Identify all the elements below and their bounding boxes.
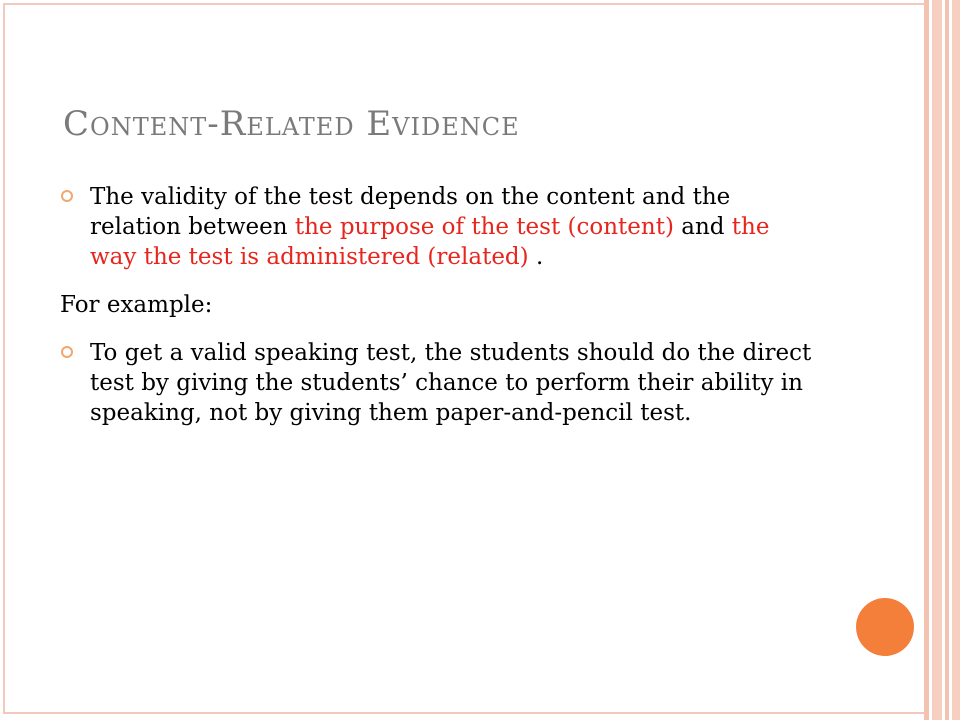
slide-body bbox=[60, 182, 820, 428]
bullet-text: and bbox=[673, 214, 732, 240]
orange-circle-icon bbox=[856, 598, 914, 656]
decorative-side-stripes bbox=[924, 0, 960, 720]
bullet-text: . bbox=[528, 244, 544, 270]
bullet-circle-icon bbox=[61, 346, 73, 358]
stripe bbox=[924, 0, 929, 720]
bullet-circle-icon bbox=[61, 190, 73, 202]
bullet-text: The validity of the test depends on the content and the relation between bbox=[90, 184, 731, 240]
stripe bbox=[952, 0, 960, 720]
bullet-item-validity bbox=[60, 182, 820, 272]
highlight-administered: the way the test is administered (related) bbox=[90, 214, 770, 270]
stripe bbox=[945, 0, 949, 720]
slide-title: Content-Related Evidence bbox=[63, 104, 520, 144]
bullet-item-speaking bbox=[60, 338, 820, 428]
stripe bbox=[932, 0, 942, 720]
highlight-purpose: the purpose of the test (content) bbox=[294, 214, 674, 240]
example-label: For example: bbox=[60, 292, 213, 318]
bullet-text: To get a valid speaking test, the students should do the direct test by giving the students’ chance to perform their ability in speaking, not by giving them paper-and-pencil test. bbox=[90, 340, 812, 426]
